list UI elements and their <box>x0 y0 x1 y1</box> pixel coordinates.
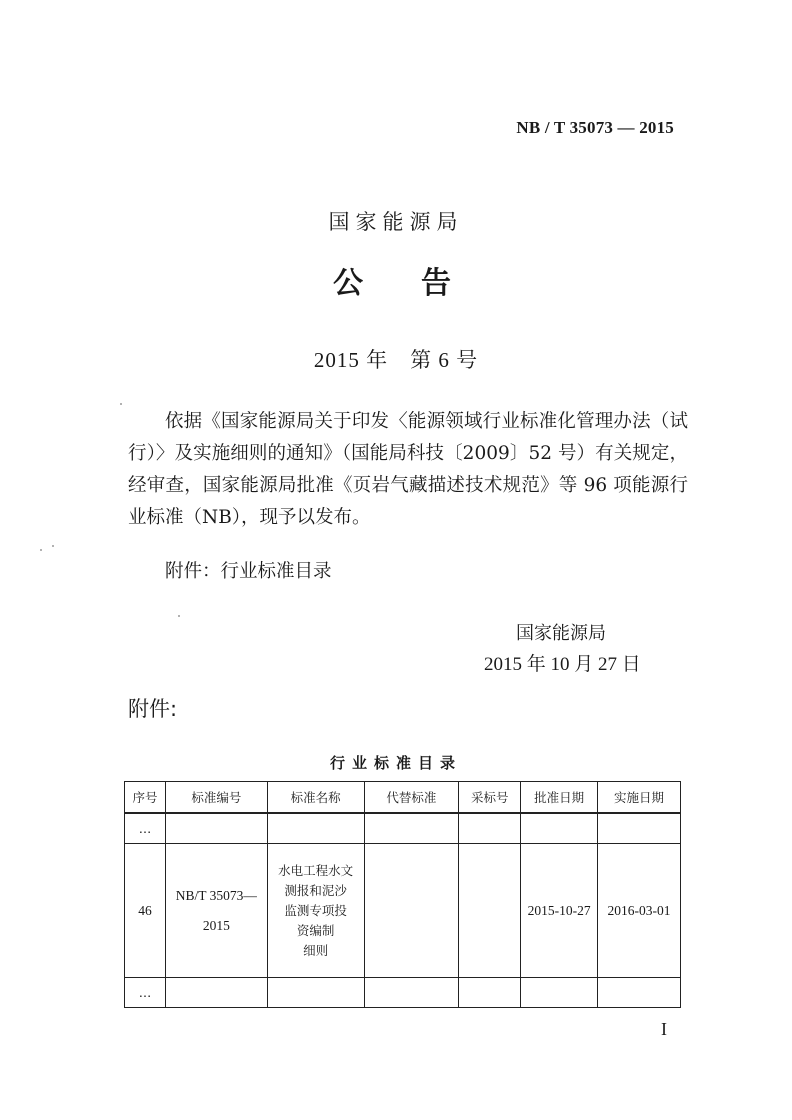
empty-cell <box>364 813 459 844</box>
empty-cell <box>521 978 598 1008</box>
code-line-1: NB/T 35073— <box>175 887 257 903</box>
column-header: 标准名称 <box>267 782 364 814</box>
signature-agency: 国家能源局 <box>516 623 606 644</box>
column-header: 序号 <box>125 782 166 814</box>
attachment-reference: 附件：行业标准目录 <box>165 561 332 582</box>
issue-number: 2015 年 第 6 号 <box>313 348 479 372</box>
empty-cell <box>521 813 598 844</box>
column-header: 批准日期 <box>521 782 598 814</box>
catalog-title: 行业标准目录 <box>329 754 462 772</box>
empty-cell <box>598 813 681 844</box>
ellipsis-cell: … <box>125 813 166 844</box>
empty-cell <box>267 813 364 844</box>
standards-catalog-table <box>124 781 681 1008</box>
standard-name-cell <box>267 844 364 978</box>
name-line: 监测专项投 <box>284 902 347 918</box>
name-line: 水电工程水文 <box>278 862 354 878</box>
column-header: 标准编号 <box>165 782 267 814</box>
empty-cell <box>364 978 459 1008</box>
page-number: I <box>661 1019 667 1039</box>
scan-speck <box>120 403 122 405</box>
row-number: 46 <box>125 844 166 978</box>
empty-cell <box>267 978 364 1008</box>
agency-title: 国家能源局 <box>328 210 464 234</box>
table-row-ellipsis <box>125 813 681 844</box>
table-row-ellipsis <box>125 978 681 1008</box>
empty-cell <box>459 813 521 844</box>
table-header-row <box>125 782 681 814</box>
standard-code-cell <box>165 844 267 978</box>
effective-date-cell: 2016-03-01 <box>598 844 681 978</box>
column-header: 采标号 <box>459 782 521 814</box>
empty-cell <box>165 978 267 1008</box>
signature-date: 2015 年 10 月 27 日 <box>484 654 641 675</box>
approval-date-cell: 2015-10-27 <box>521 844 598 978</box>
scan-speck <box>52 545 54 547</box>
empty-cell <box>165 813 267 844</box>
notice-body: 依据《国家能源局关于印发〈能源领域行业标准化管理办法（试行）〉及实施细则的通知》（国能局科技〔2009〕52 号）有关规定，经审查，国家能源局批准《页岩气藏描述技术规范》等 96 项能源行业标准（NB），现予以发布。 <box>128 411 688 528</box>
empty-cell <box>598 978 681 1008</box>
name-line: 测报和泥沙 <box>284 882 347 898</box>
notice-title: 公告 <box>333 266 509 301</box>
scan-speck <box>40 549 42 551</box>
attachment-heading: 附件: <box>128 697 178 721</box>
name-line: 细则 <box>303 942 329 958</box>
column-header: 实施日期 <box>598 782 681 814</box>
code-line-2: 2015 <box>202 917 230 933</box>
name-line: 资编制 <box>296 922 335 938</box>
column-header: 代替标准 <box>364 782 459 814</box>
standard-code: NB / T 35073 — 2015 <box>516 118 674 137</box>
scan-speck <box>178 615 180 617</box>
empty-cell <box>459 978 521 1008</box>
table-row <box>125 844 681 978</box>
replaces-cell <box>364 844 459 978</box>
ellipsis-cell: … <box>125 978 166 1008</box>
adopted-cell <box>459 844 521 978</box>
